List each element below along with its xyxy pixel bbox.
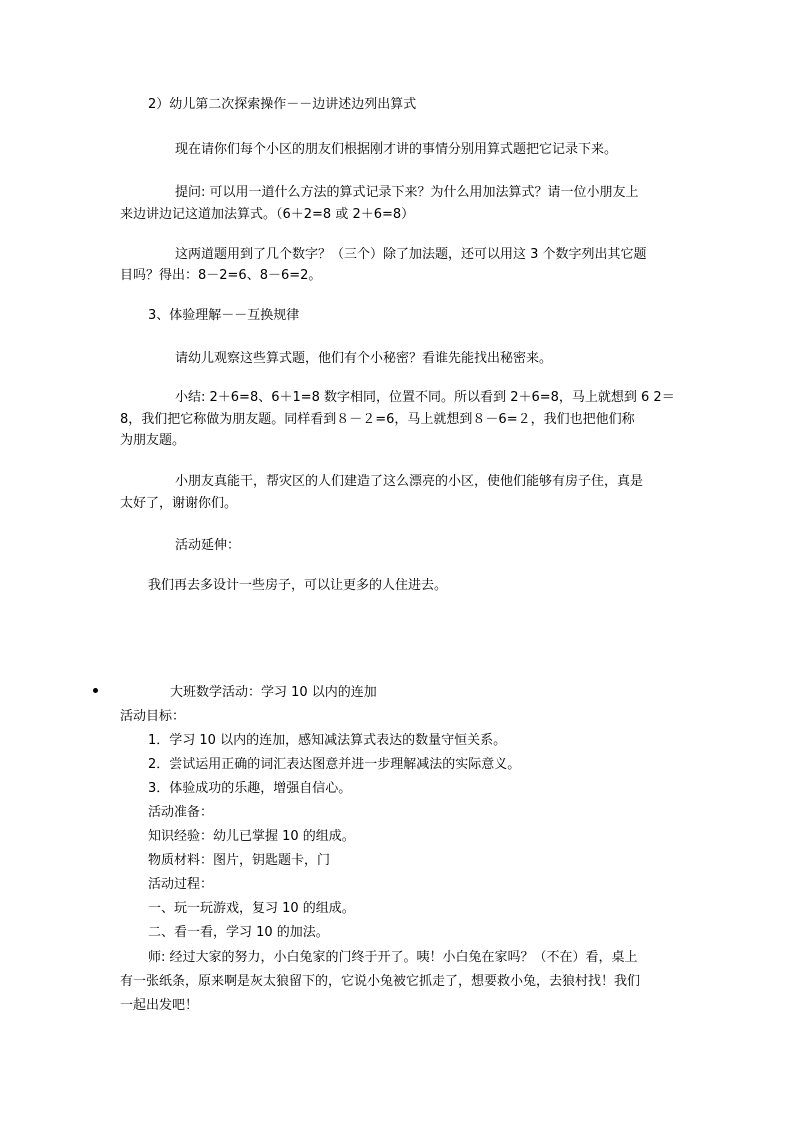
goal-item-3: 3．体验成功的乐趣，增强自信心。 [148, 781, 352, 796]
teacher-dialogue-line-3: 一起出发吧！ [120, 998, 199, 1013]
goals-label: 活动目标： [120, 709, 186, 724]
paragraph-praise-line-1: 小朋友真能干，帮灾区的人们建造了这么漂亮的小区，使他们能够有房子住，真是 [175, 474, 644, 489]
prep-knowledge: 知识经验：幼儿已掌握 10 的组成。 [148, 829, 355, 844]
paragraph-record: 现在请你们每个小区的朋友们根据刚才讲的事情分别用算式题把它记录下来。 [175, 142, 618, 157]
paragraph-observe: 请幼儿观察这些算式题，他们有个小秘密？看谁先能找出秘密来。 [175, 351, 553, 366]
goal-item-2: 2．尝试运用正确的词汇表达图意并进一步理解减法的实际意义。 [148, 757, 521, 772]
activity-title: 大班数学活动：学习 10 以内的连加 [170, 685, 377, 700]
section-heading-2: 2）幼儿第二次探索操作－－边讲述边列出算式 [148, 97, 417, 112]
process-step-1: 一、玩一玩游戏，复习 10 的组成。 [148, 901, 355, 916]
paragraph-praise-line-2: 太好了，谢谢你们。 [120, 496, 238, 511]
prep-label: 活动准备： [148, 805, 214, 820]
paragraph-summary-line-2: 8，我们把它称做为朋友题。同样看到８－２=6，马上就想到８－6=２，我们也把他们称 [120, 412, 635, 427]
extension-label: 活动延伸： [175, 538, 241, 553]
paragraph-question-line-1: 提问: 可以用一道什么方法的算式记录下来？为什么用加法算式？请一位小朋友上 [175, 185, 639, 200]
prep-materials: 物质材料：图片，钥匙题卡，门 [148, 853, 331, 868]
paragraph-numbers-line-2: 目吗？得出：8－2=6、8－6=2。 [120, 268, 322, 283]
section-heading-3: 3、体验理解－－互换规律 [148, 308, 300, 323]
process-step-2: 二、看一看，学习 10 的加法。 [148, 925, 329, 940]
teacher-dialogue-line-2: 有一张纸条，原来啊是灰太狼留下的，它说小兔被它抓走了，想要救小兔，去狼村找！我们 [120, 974, 641, 989]
list-bullet-icon [93, 688, 98, 693]
goal-item-1: 1．学习 10 以内的连加，感知减法算式表达的数量守恒关系。 [148, 733, 507, 748]
process-label: 活动过程： [148, 877, 214, 892]
teacher-dialogue-line-1: 师: 经过大家的努力，小白兔家的门终于开了。咦！小白兔在家吗？（不在）看，桌上 [148, 950, 638, 965]
paragraph-numbers-line-1: 这两道题用到了几个数字？（三个）除了加法题，还可以用这 3 个数字列出其它题 [175, 247, 647, 262]
paragraph-question-line-2: 来边讲边记这道加法算式。（6＋2=8 或 2＋6=8） [120, 207, 415, 222]
extension-text: 我们再去多设计一些房子，可以让更多的人住进去。 [148, 578, 448, 593]
paragraph-summary-line-3: 为朋友题。 [120, 433, 186, 448]
paragraph-summary-line-1: 小结: 2＋6=8、6＋1=8 数字相同，位置不同。所以看到 2＋6=8，马上就想到 6 2＝ [175, 390, 675, 405]
